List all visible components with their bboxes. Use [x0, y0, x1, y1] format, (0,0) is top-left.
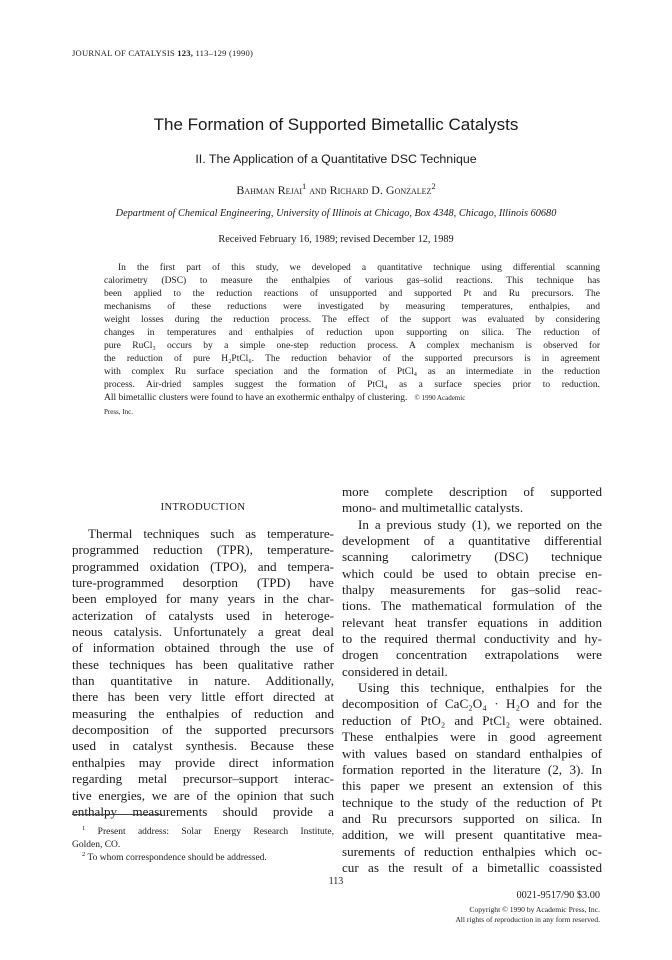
body-line: ture-programmed desorption (TPD) have — [72, 575, 334, 591]
journal-pages-year: 113–129 (1990) — [195, 48, 254, 58]
abstract-line: the reduction of pure H₂PtCl₆. The reduction behavior of the supported precursors is in agreement — [104, 354, 600, 365]
body-line: which could be used to obtain precise en- — [342, 565, 602, 581]
footnote-2-text: To whom correspondence should be addressed. — [87, 853, 267, 863]
abstract-copyright: © 1990 Academic — [414, 394, 466, 403]
body-line: formation reported in the literature (2, 3). In — [342, 761, 602, 777]
body-line: there has been very little effort directed at — [72, 689, 334, 705]
author-1-footnote-mark: 1 — [302, 182, 307, 191]
footnote-rule — [72, 814, 162, 815]
received-dates: Received February 16, 1989; revised December 12, 1989 — [218, 234, 454, 245]
body-line: scanning calorimetry (DSC) technique — [342, 549, 602, 565]
body-line: These enthalpies were in good agreement — [342, 729, 602, 745]
body-line: regarding metal precursor–support interac- — [72, 771, 334, 787]
body-line: acterization of catalysts used in heteroge- — [72, 607, 334, 623]
footnote-1-continued: Golden, CO. — [72, 840, 121, 850]
body-line: In a previous study (1), we reported on the — [358, 516, 602, 532]
body-line: decomposition of the supported precursors — [72, 722, 334, 738]
author-list — [0, 183, 672, 198]
body-line: surements of reduction enthalpies which oc- — [342, 843, 602, 859]
body-line: more complete description of supported — [342, 484, 602, 499]
page-number: 113 — [328, 876, 344, 887]
body-line: to the required thermal conductivity and hy- — [342, 631, 602, 647]
body-line: enthalpy measurements should provide a — [72, 803, 334, 819]
section-heading-introduction: INTRODUCTION — [160, 502, 246, 513]
body-line: considered in detail. — [342, 663, 448, 679]
abstract-line: mechanisms of these reductions were investigated by measuring temperatures, enthalpies, and — [104, 302, 600, 313]
abstract — [104, 262, 600, 419]
body-line: with values based on standard enthalpies of — [342, 745, 602, 761]
body-line: programmed reduction (TPR), temperature- — [72, 542, 334, 558]
right-column — [342, 484, 602, 876]
left-column — [72, 500, 334, 820]
article-title: The Formation of Supported Bimetallic Catalysts — [153, 115, 519, 134]
journal-header — [72, 48, 253, 58]
footnote-1-text: Present address: Solar Energy Research Institute, — [97, 827, 335, 837]
abstract-copyright-publisher: Press, Inc. — [104, 407, 133, 416]
body-line: programmed oxidation (TPO), and tempera- — [72, 558, 334, 574]
body-line: of information obtained through the use of — [72, 640, 334, 656]
body-line: tions. The mathematical formulation of the — [342, 598, 602, 614]
body-line: technique to the study of the reduction of Pt — [342, 794, 602, 810]
body-line: measuring the enthalpies of reduction and — [72, 705, 334, 721]
abstract-line: changes in temperatures and enthalpies of reduction upon supporting on silica. The reduction of — [104, 328, 600, 339]
body-line: mono- and multimetallic catalysts. — [342, 500, 524, 516]
abstract-line: weight losses during the reduction process. The effect of the support was evaluated by considering — [104, 315, 600, 326]
author-2: Richard D. Gonzalez — [329, 183, 432, 197]
body-line: used in catalyst synthesis. Because these — [72, 738, 334, 754]
abstract-line: pure RuCl₃ occurs by a simple one-step reduction process. A complex mechanism is observed for — [104, 341, 600, 352]
copyright-notice — [455, 905, 600, 925]
abstract-line: process. Air-dried samples suggest the formation of PtCl₄ as a surface species prior to reduction. — [104, 380, 600, 391]
journal-name: JOURNAL OF CATALYSIS — [72, 48, 175, 58]
body-line: development of a quantitative differential — [342, 533, 602, 549]
footnote-2-mark: 2 — [82, 850, 86, 858]
body-line: cur as the result of a bimetallic coassisted — [342, 859, 602, 875]
body-line: neous catalysis. Unfortunately a great deal — [72, 624, 334, 640]
body-line: than quantitative in nature. Additionally, — [72, 673, 334, 689]
body-line: addition, we will present quantitative mea- — [342, 827, 602, 843]
body-line: decomposition of CaC₂O₄ · H₂O and for the — [342, 696, 602, 712]
abstract-line: In the first part of this study, we developed a quantitative technique using differential scanning — [118, 263, 600, 273]
body-line: and Ru precursors supported on silica. In — [342, 810, 602, 826]
body-line: Thermal techniques such as temperature- — [88, 526, 334, 541]
rights-line: All rights of reproduction in any form reserved. — [455, 915, 600, 924]
abstract-last-line — [104, 392, 600, 405]
body-line: tive energies, we are of the opinion that such — [72, 787, 334, 803]
footnote-2 — [72, 852, 334, 865]
article-subtitle: II. The Application of a Quantitative DSC Technique — [195, 152, 477, 166]
abstract-line: calorimetry (DSC) to measure the enthalpies of various gas–solid reactions. This technique has — [104, 276, 600, 287]
journal-volume: 123, — [177, 48, 194, 58]
body-line: been employed for many years in the char- — [72, 591, 334, 607]
copyright-line: Copyright © 1990 by Academic Press, Inc. — [469, 905, 600, 914]
body-line: thalpy measurements for gas–solid reac- — [342, 582, 602, 598]
author-2-footnote-mark: 2 — [431, 182, 436, 191]
footnotes — [72, 826, 334, 865]
body-line: reduction of PtO₂ and PtCl₂ were obtained. — [342, 712, 602, 728]
body-line: these techniques has been qualitative rather — [72, 656, 334, 672]
body-line: drogen concentration extrapolations were — [342, 647, 602, 663]
abstract-line: been applied to the reduction reactions of unsupported and supported Pt and Ru precursors. The — [104, 289, 600, 300]
issn-price: 0021-9517/90 $3.00 — [516, 890, 600, 901]
footnote-1-mark: 1 — [82, 824, 86, 832]
footnote-1 — [72, 826, 334, 839]
author-conjunction: and — [309, 183, 327, 197]
body-line: this paper we present an extension of this — [342, 778, 602, 794]
body-line: Using this technique, enthalpies for the — [358, 680, 602, 696]
body-line: enthalpies may provide direct information — [72, 754, 334, 770]
affiliation: Department of Chemical Engineering, University of Illinois at Chicago, Box 4348, Chicago, Illinois 60680 — [115, 208, 557, 219]
abstract-line: with complex Ru surface speciation and the formation of PtCl₄ as an intermediate in the reduction — [104, 367, 600, 378]
abstract-line: All bimetallic clusters were found to have an exothermic enthalpy of clustering. — [104, 393, 408, 404]
author-1: Bahman Rejai — [236, 183, 303, 197]
body-line: relevant heat transfer equations in addition — [342, 614, 602, 630]
